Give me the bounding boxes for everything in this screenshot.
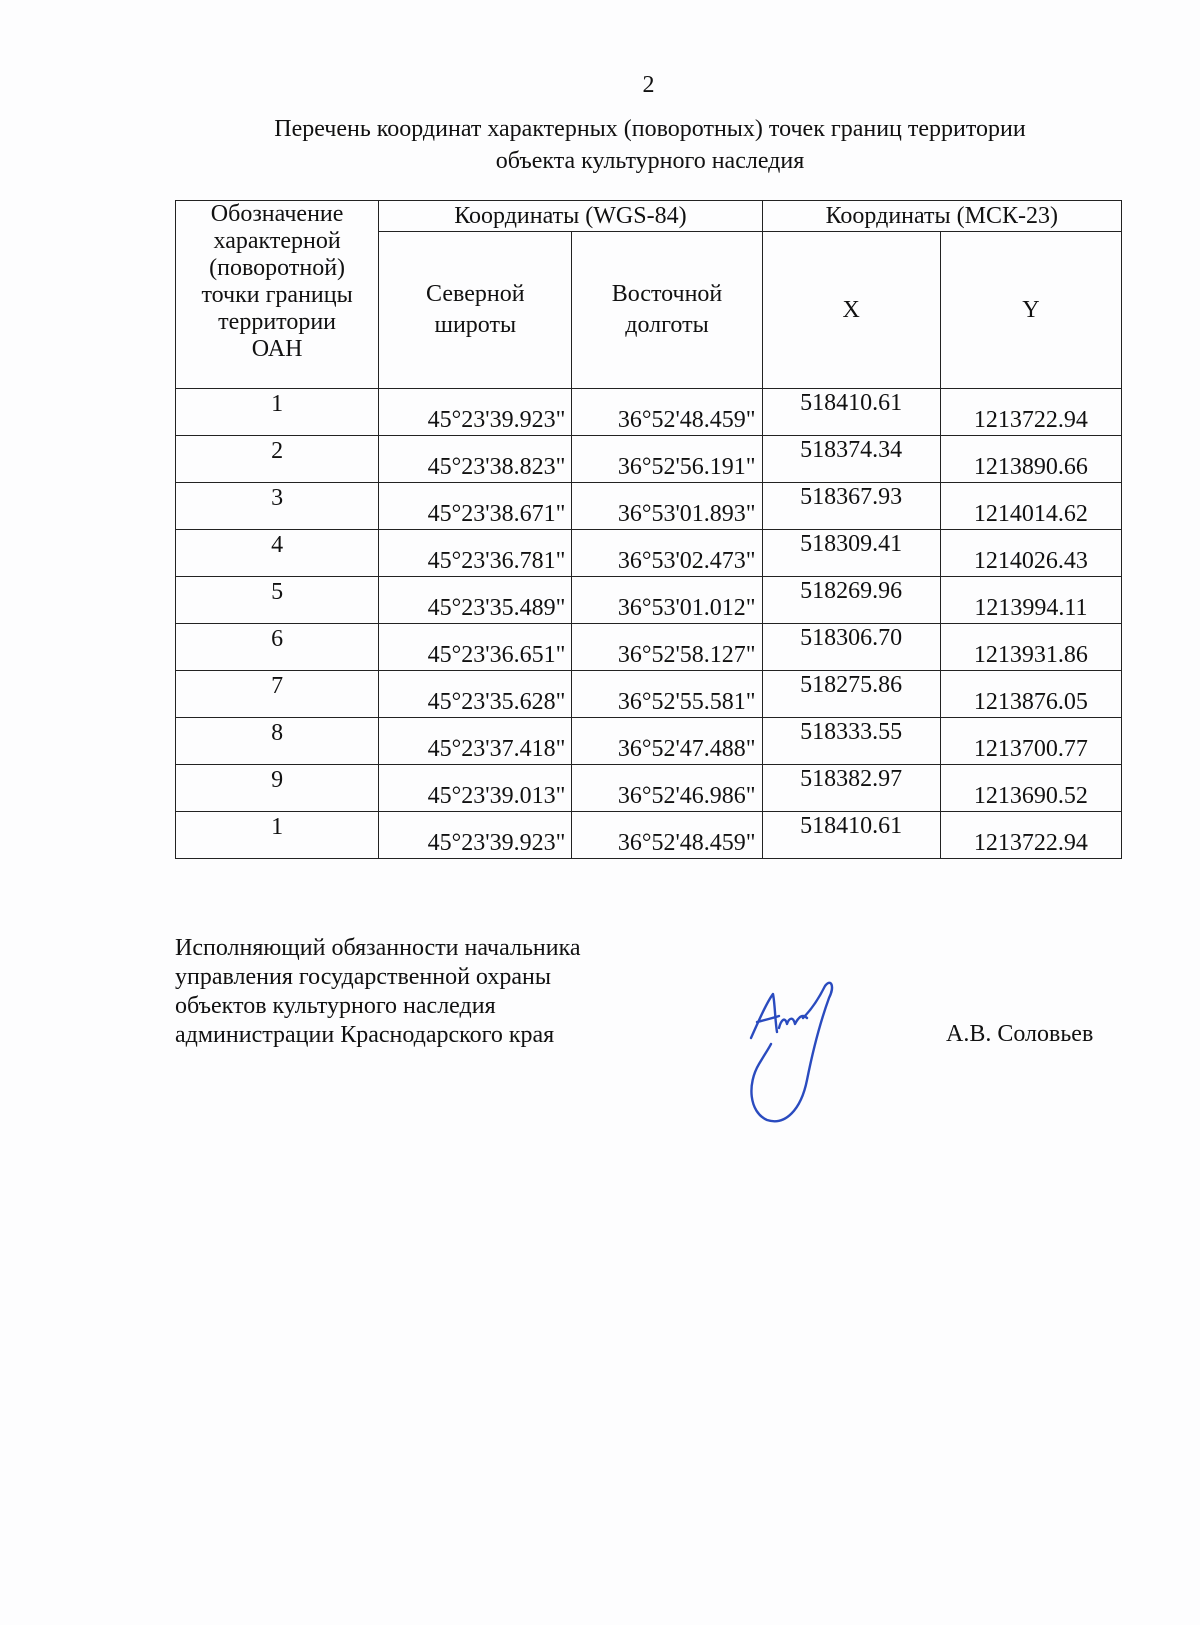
- cell-point-number: 4: [176, 530, 379, 577]
- table-row: [176, 765, 1122, 812]
- signer-name: А.В. Соловьев: [946, 1021, 1094, 1047]
- cell-east-longitude: 36°53'02.473": [572, 530, 762, 577]
- header-group-msk23: Координаты (МСК-23): [762, 201, 1121, 232]
- table-row: [176, 577, 1122, 624]
- cell-x-coordinate: 518367.93: [762, 483, 940, 530]
- cell-x-coordinate: 518382.97: [762, 765, 940, 812]
- signer-position: [175, 934, 735, 1050]
- signer-position-line: Исполняющий обязанности начальника: [175, 935, 581, 961]
- header-north-latitude: [379, 232, 572, 389]
- cell-y-coordinate: 1214014.62: [940, 483, 1121, 530]
- cell-y-coordinate: 1213876.05: [940, 671, 1121, 718]
- cell-north-latitude: 45°23'39.923": [379, 389, 572, 436]
- header-east-line: Восточной: [611, 281, 723, 307]
- cell-x-coordinate: 518269.96: [762, 577, 940, 624]
- cell-north-latitude: 45°23'38.823": [379, 436, 572, 483]
- document-title-line-1: Перечень координат характерных (поворотных) точек границ территории: [274, 116, 1026, 142]
- table-row: [176, 483, 1122, 530]
- cell-y-coordinate: 1214026.43: [940, 530, 1121, 577]
- cell-north-latitude: 45°23'35.628": [379, 671, 572, 718]
- cell-point-number: 7: [176, 671, 379, 718]
- cell-north-latitude: 45°23'39.923": [379, 812, 572, 859]
- cell-point-number: 3: [176, 483, 379, 530]
- table-row: [176, 718, 1122, 765]
- cell-east-longitude: 36°52'58.127": [572, 624, 762, 671]
- cell-east-longitude: 36°52'56.191": [572, 436, 762, 483]
- header-designation-line: (поворотной): [209, 255, 346, 281]
- header-y: Y: [940, 232, 1121, 389]
- header-north-line: широты: [434, 312, 517, 338]
- cell-point-number: 6: [176, 624, 379, 671]
- cell-east-longitude: 36°53'01.893": [572, 483, 762, 530]
- header-point-designation: [176, 201, 379, 389]
- header-north-line: Северной: [426, 281, 525, 307]
- cell-x-coordinate: 518275.86: [762, 671, 940, 718]
- cell-north-latitude: 45°23'36.651": [379, 624, 572, 671]
- header-east-longitude: [572, 232, 762, 389]
- cell-point-number: 1: [176, 389, 379, 436]
- cell-y-coordinate: 1213722.94: [940, 389, 1121, 436]
- signer-position-line: объектов культурного наследия: [175, 993, 496, 1019]
- cell-east-longitude: 36°52'46.986": [572, 765, 762, 812]
- header-group-wgs84: Координаты (WGS-84): [379, 201, 762, 232]
- cell-east-longitude: 36°53'01.012": [572, 577, 762, 624]
- cell-point-number: 8: [176, 718, 379, 765]
- cell-x-coordinate: 518410.61: [762, 389, 940, 436]
- document-title-line-2: объекта культурного наследия: [495, 148, 805, 174]
- document-title: [170, 113, 1130, 177]
- cell-y-coordinate: 1213890.66: [940, 436, 1121, 483]
- table-row: [176, 671, 1122, 718]
- table-row: [176, 812, 1122, 859]
- header-designation-line: ОАН: [251, 336, 303, 362]
- cell-x-coordinate: 518333.55: [762, 718, 940, 765]
- coordinates-table: [175, 200, 1122, 859]
- cell-point-number: 9: [176, 765, 379, 812]
- cell-east-longitude: 36°52'55.581": [572, 671, 762, 718]
- cell-point-number: 1: [176, 812, 379, 859]
- cell-y-coordinate: 1213722.94: [940, 812, 1121, 859]
- cell-point-number: 5: [176, 577, 379, 624]
- cell-point-number: 2: [176, 436, 379, 483]
- cell-y-coordinate: 1213690.52: [940, 765, 1121, 812]
- header-designation-line: точки границы: [201, 282, 353, 308]
- signer-position-line: администрации Краснодарского края: [175, 1022, 555, 1048]
- header-east-line: долготы: [625, 312, 709, 338]
- table-row: [176, 436, 1122, 483]
- cell-north-latitude: 45°23'38.671": [379, 483, 572, 530]
- cell-east-longitude: 36°52'47.488": [572, 718, 762, 765]
- cell-y-coordinate: 1213931.86: [940, 624, 1121, 671]
- table-row: [176, 624, 1122, 671]
- cell-north-latitude: 45°23'36.781": [379, 530, 572, 577]
- cell-x-coordinate: 518410.61: [762, 812, 940, 859]
- table-row: [176, 389, 1122, 436]
- cell-x-coordinate: 518309.41: [762, 530, 940, 577]
- header-designation-line: Обозначение: [210, 201, 344, 227]
- cell-x-coordinate: 518306.70: [762, 624, 940, 671]
- header-x: X: [762, 232, 940, 389]
- signer-position-line: управления государственной охраны: [175, 964, 551, 990]
- table-row: [176, 530, 1122, 577]
- cell-east-longitude: 36°52'48.459": [572, 812, 762, 859]
- coordinates-table-body: [176, 389, 1122, 859]
- cell-east-longitude: 36°52'48.459": [572, 389, 762, 436]
- cell-north-latitude: 45°23'39.013": [379, 765, 572, 812]
- handwritten-signature: [745, 980, 845, 1130]
- cell-y-coordinate: 1213700.77: [940, 718, 1121, 765]
- cell-north-latitude: 45°23'35.489": [379, 577, 572, 624]
- cell-north-latitude: 45°23'37.418": [379, 718, 572, 765]
- header-designation-line: территории: [218, 309, 337, 335]
- page-number: 2: [642, 72, 655, 98]
- cell-x-coordinate: 518374.34: [762, 436, 940, 483]
- header-designation-line: характерной: [213, 228, 341, 254]
- cell-y-coordinate: 1213994.11: [940, 577, 1121, 624]
